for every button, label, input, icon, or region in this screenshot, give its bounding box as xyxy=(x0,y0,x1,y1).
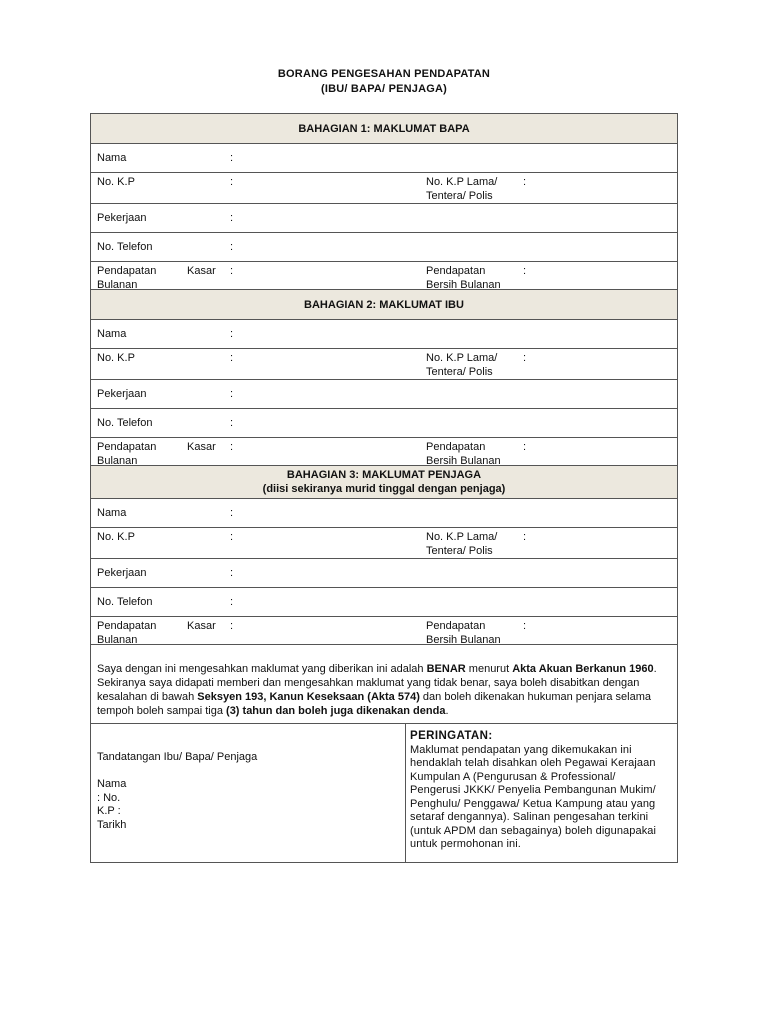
colon: : xyxy=(523,441,527,453)
signature-date-label: Tarikh xyxy=(97,818,127,831)
signature-label: Tandatangan Ibu/ Bapa/ Penjaga xyxy=(97,751,258,763)
section-header-2 xyxy=(91,290,677,320)
field-nama[interactable] xyxy=(91,320,677,349)
field-telefon[interactable] xyxy=(91,233,677,262)
section-subheading: (diisi sekiranya murid tinggal dengan penjaga) xyxy=(262,483,506,495)
field-pekerjaan[interactable] xyxy=(91,204,677,233)
field-nama[interactable] xyxy=(91,144,677,173)
colon: : xyxy=(230,531,234,543)
colon: : xyxy=(230,388,234,400)
warning-line: hendaklah telah disahkan oleh Pegawai Kerajaan xyxy=(410,757,656,769)
signature-warning-row xyxy=(91,724,677,863)
pekerjaan-label: Pekerjaan xyxy=(97,567,147,579)
colon: : xyxy=(523,265,527,277)
signature-no-label: : No. xyxy=(97,791,121,804)
form-subtitle: (IBU/ BAPA/ PENJAGA) xyxy=(320,83,448,95)
warning-title: PERINGATAN: xyxy=(410,730,493,742)
warning-line: Maklumat pendapatan yang dikemukakan ini xyxy=(410,743,632,756)
declaration-text-4: dan boleh dikenakan hukuman penjara selama tempoh boleh sampai tiga xyxy=(97,691,652,717)
pekerjaan-label: Pekerjaan xyxy=(97,388,147,400)
form-title: BORANG PENGESAHAN PENDAPATAN xyxy=(277,68,491,80)
declaration-text-3: . Sekiranya saya didapati memberi dan mengesahkan maklumat yang tidak benar, saya boleh disabitkan dengan kesalahan di bawah xyxy=(97,663,657,703)
declaration-bold-3: Seksyen 193, Kanun Keseksaan (Akta 574) xyxy=(197,691,420,703)
declaration-bold-1: BENAR xyxy=(426,663,466,675)
kasar-label: Kasar xyxy=(187,441,216,453)
signature-box[interactable] xyxy=(91,724,406,862)
section-header-1 xyxy=(91,114,677,144)
pendapatan-bersih-label: Pendapatan Bersih Bulanan xyxy=(426,441,501,467)
warning-line: untuk permohonan ini. xyxy=(410,838,521,850)
pendapatan-bersih-label: Pendapatan Bersih Bulanan xyxy=(426,620,501,646)
field-pekerjaan[interactable] xyxy=(91,380,677,409)
kp-lama-label: No. K.P Lama/ Tentera/ Polis xyxy=(426,176,498,202)
declaration-bold-2: Akta Akuan Berkanun 1960 xyxy=(512,663,654,675)
no-kp-label: No. K.P xyxy=(97,176,135,188)
section-heading: BAHAGIAN 2: MAKLUMAT IBU xyxy=(304,298,464,311)
nama-label: Nama xyxy=(97,328,127,340)
kasar-label: Kasar xyxy=(187,620,216,632)
telefon-label: No. Telefon xyxy=(97,417,153,429)
signature-kp-label: K.P : xyxy=(97,805,121,817)
field-pendapatan[interactable] xyxy=(91,262,677,290)
declaration-text-5: . xyxy=(445,705,449,717)
colon: : xyxy=(523,531,527,543)
field-no-kp[interactable] xyxy=(91,349,677,380)
warning-line: (untuk APDM dan sebagainya) boleh digunapakai xyxy=(410,824,657,837)
colon: : xyxy=(230,596,234,608)
colon: : xyxy=(523,620,527,632)
no-kp-label: No. K.P xyxy=(97,352,135,364)
colon: : xyxy=(230,441,234,453)
field-nama[interactable] xyxy=(91,499,677,528)
colon: : xyxy=(230,152,234,164)
warning-line: Kumpulan A (Pengurusan & Professional/ xyxy=(410,770,616,783)
field-pekerjaan[interactable] xyxy=(91,559,677,588)
colon: : xyxy=(230,328,234,340)
warning-line: Pengerusi JKKK/ Penyelia Pembangunan Mukim/ xyxy=(410,784,656,796)
colon: : xyxy=(230,241,234,253)
field-pendapatan[interactable] xyxy=(91,438,677,466)
telefon-label: No. Telefon xyxy=(97,596,153,608)
pendapatan-kasar-label: Pendapatan Bulanan xyxy=(97,441,157,467)
declaration-text-2: menurut xyxy=(465,663,513,675)
pekerjaan-label: Pekerjaan xyxy=(97,212,147,224)
kasar-label: Kasar xyxy=(187,265,216,277)
kp-lama-label: No. K.P Lama/ Tentera/ Polis xyxy=(426,352,498,378)
field-no-kp[interactable] xyxy=(91,528,677,559)
colon: : xyxy=(230,176,234,188)
field-telefon[interactable] xyxy=(91,588,677,617)
section-heading: BAHAGIAN 3: MAKLUMAT PENJAGA xyxy=(286,469,482,481)
colon: : xyxy=(523,176,527,188)
warning-line: Penghulu/ Penggawa/ Ketua Kampung atau yang xyxy=(410,797,656,810)
colon: : xyxy=(230,620,234,632)
declaration-text-1: Saya dengan ini mengesahkan maklumat yang diberikan ini adalah xyxy=(97,663,427,675)
field-no-kp[interactable] xyxy=(91,173,677,204)
signature-name-label: Nama xyxy=(97,778,127,790)
colon: : xyxy=(230,212,234,224)
section-heading: BAHAGIAN 1: MAKLUMAT BAPA xyxy=(298,122,470,135)
section-header-3 xyxy=(91,466,677,499)
income-verification-form xyxy=(90,113,678,863)
field-telefon[interactable] xyxy=(91,409,677,438)
telefon-label: No. Telefon xyxy=(97,241,153,253)
colon: : xyxy=(230,507,234,519)
warning-box xyxy=(406,724,677,862)
pendapatan-bersih-label: Pendapatan Bersih Bulanan xyxy=(426,265,501,291)
pendapatan-kasar-label: Pendapatan Bulanan xyxy=(97,265,157,291)
colon: : xyxy=(230,265,234,277)
colon: : xyxy=(230,417,234,429)
declaration-bold-4: (3) tahun dan boleh juga dikenakan denda xyxy=(226,705,446,717)
field-pendapatan[interactable] xyxy=(91,617,677,645)
warning-line: setaraf dengannya). Salinan pengesahan terkini xyxy=(410,811,649,823)
colon: : xyxy=(230,352,234,364)
colon: : xyxy=(523,352,527,364)
pendapatan-kasar-label: Pendapatan Bulanan xyxy=(97,620,157,646)
nama-label: Nama xyxy=(97,152,127,164)
declaration xyxy=(91,645,677,724)
form-sections xyxy=(91,114,677,645)
no-kp-label: No. K.P xyxy=(97,531,135,543)
nama-label: Nama xyxy=(97,507,127,519)
colon: : xyxy=(230,567,234,579)
kp-lama-label: No. K.P Lama/ Tentera/ Polis xyxy=(426,531,498,557)
